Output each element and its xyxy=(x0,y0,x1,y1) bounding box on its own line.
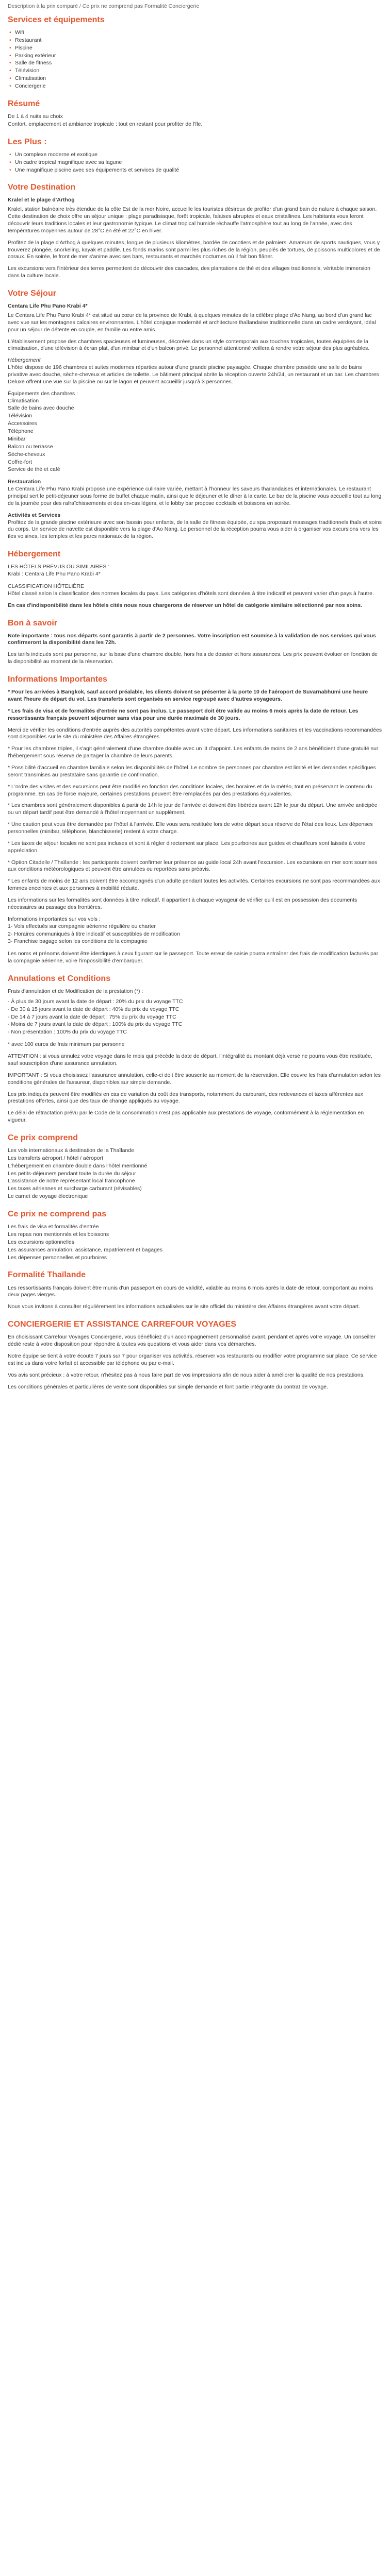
annulation-intro: Frais d'annulation et de Modification de la prestation (*) : xyxy=(8,988,143,995)
services-title: Services et équipements xyxy=(8,15,105,24)
annulation-section xyxy=(8,988,383,1124)
noninclus-list xyxy=(8,1224,383,1261)
equipment-label: Équipements des chambres : xyxy=(8,390,78,397)
inclus-list xyxy=(8,1147,383,1200)
noninclus-item: Les frais de visa et formalités d'entrée xyxy=(8,1224,99,1230)
service-item: • Climatisation xyxy=(8,75,383,82)
destination-paragraph: Kralel, station balnéaire très étendue de la côte Est de la mer Noire, accueille les touristes désireux de profiter d'un grand bain de nature à chaque saison. Cette destination de choix offre un séjour unique : plage paradisiaque, forêt tropicale, falaises abruptes et eaux cristallines. Les habitants vous feront découvrir leurs traditions locales et leur gastronomie typique. Le climat tropical humide réchauffe l'atmosphère tout au long de l'année, avec des températures moyennes autour de 28°C en été et 22°C en hiver. xyxy=(8,206,377,234)
annulation-paragraph: IMPORTANT : Si vous choisissez l'assurance annulation, celle-ci doit être souscrite au moment de la réservation. Elle couvre les frais d'annulation selon les conditions générales de l'assureur, disponibles sur simple demande. xyxy=(8,1072,381,1086)
noninclus-item: Les assurances annulation, assistance, rapatriement et bagages xyxy=(8,1246,163,1253)
top-note: Description à la prix comparé / Ce prix ne comprend pas Formalité Conciergerie xyxy=(8,3,200,9)
noninclus-item: Les excursions optionnelles xyxy=(8,1239,74,1245)
bonasavoir-section xyxy=(8,633,383,666)
fee-line: - De 14 à 7 jours avant la date de départ : 75% du prix du voyage TTC xyxy=(8,1013,176,1020)
bonasavoir-paragraph: Les tarifs indiqués sont par personne, sur la base d'une chambre double, hors frais de dossier et hors assurances. Les prix peuvent évoluer en fonction de la disponibilité au moment de la réservation. xyxy=(8,651,378,665)
info-paragraph: * Les chambres sont généralement disponibles à partir de 14h le jour de l'arrivée et doivent être libérées avant 12h le jour du départ. Une arrivée anticipée ou un départ tardif peut être demandé à l'hôtel moyennant un supplément. xyxy=(8,802,378,816)
service-item: • Restaurant xyxy=(8,37,383,44)
conciergerie-section xyxy=(8,1334,383,1391)
resume-text xyxy=(8,113,383,128)
destination-paragraph: Les excursions vers l'intérieur des terres permettent de découvrir des cascades, des plantations de thé et des villages traditionnels, véritable immersion dans la culture locale. xyxy=(8,265,370,279)
equipment-item: Minibar xyxy=(8,435,26,442)
destination-section xyxy=(8,197,383,280)
fee-line: - Non présentation : 100% du prix du voyage TTC xyxy=(8,1029,127,1036)
hotel-name: Krabi : Centara Life Phu Pano Krabi 4* xyxy=(8,571,101,578)
sejour-section xyxy=(8,303,383,540)
destination-subtitle: Kralel et le plage d'Arthog xyxy=(8,197,75,204)
info-closing: Les noms et prénoms doivent être identiques à ceux figurant sur le passeport. Toute erreur de saisie pourra entraîner des frais de modification facturés par la compagnie aérienne, voire l'impossibilité d'embarquer. xyxy=(8,951,379,964)
sejour-paragraph: Le Centara Life Phu Pano Krabi 4* est situé au cœur de la province de Krabi, à quelques minutes de la célèbre plage d'Ao Nang, au bord d'un grand lac avec vue sur les montagnes calcaires environnantes. L'hôtel conjugue modernité et architecture thaïlandaise traditionnelle dans un cadre verdoyant, idéal pour un séjour de détente en couple, en famille ou entre amis. xyxy=(8,312,376,333)
formalite-title: Formalité Thaïlande xyxy=(8,1270,86,1280)
sejour-paragraph: L'établissement propose des chambres spacieuses et lumineuses, décorées dans un style contemporain aux touches tropicales, toutes équipées de la climatisation, d'une télévision à écran plat, d'un minibar et d'un balcon privé. Le personnel attentionné veillera à rendre votre séjour des plus agréables. xyxy=(8,338,370,352)
hebergement-section xyxy=(8,564,383,609)
destination-title: Votre Destination xyxy=(8,183,76,192)
info-paragraph: * Une caution peut vous être demandée par l'hôtel à l'arrivée. Elle vous sera restituée lors de votre départ sous réserve de l'état des lieux. Les dépenses personnelles (minibar, téléphone, blanchisserie) restent à votre charge. xyxy=(8,821,373,835)
info-paragraph: Merci de vérifier les conditions d'entrée auprès des autorités compétentes avant votre départ. Les informations sanitaires et les vaccinations recommandées sont disponibles sur le site du ministère des Affaires étrangères. xyxy=(8,726,382,740)
service-item: • Piscine xyxy=(8,45,383,52)
info-link-item: 1- Vols effectués sur compagnie aérienne régulière ou charter xyxy=(8,923,156,929)
equipment-item: Salle de bains avec douche xyxy=(8,405,74,412)
plus-list xyxy=(8,151,383,174)
service-item: • Télévision xyxy=(8,67,383,75)
bonasavoir-title: Bon à savoir xyxy=(8,618,58,628)
plus-item: • Une magnifique piscine avec ses équipements et services de qualité xyxy=(8,167,383,174)
noninclus-item: Les repas non mentionnés et les boissons xyxy=(8,1231,109,1238)
restauration-text: Le Centara Life Phu Pano Krabi propose une expérience culinaire variée, mettant à l'honneur les saveurs thaïlandaises et internationales. Le restaurant principal sert le petit-déjeuner sous forme de buffet chaque matin, ainsi que le déjeuner et le dîner à la carte. Le bar de la piscine vous accueille tout au long de la journée pour des rafraîchissements et des en-cas légers, et le lobby bar propose cocktails et boissons en soirée. xyxy=(8,486,382,506)
inclus-item: Les taxes aériennes et surcharge carburant (révisables) xyxy=(8,1185,142,1192)
plus-title: Les Plus : xyxy=(8,137,47,146)
conciergerie-paragraph: En choisissant Carrefour Voyages Conciergerie, vous bénéficiez d'un accompagnement personnalisé avant, pendant et après votre voyage. Un conseiller dédié reste à votre disposition pour répondre à toutes vos questions et vous aider dans vos démarches. xyxy=(8,1334,376,1348)
info-paragraph: * Les frais de visa et de formalités d'entrée ne sont pas inclus. Le passeport doit être valide au moins 6 mois après la date de retour. Les ressortissants français peuvent séjourner sans visa pour une durée maximale de 30 jours. xyxy=(8,707,359,721)
equipment-list xyxy=(8,398,383,474)
destination-paragraph: Profitez de la plage d'Arthog à quelques minutes, longue de plusieurs kilomètres, bordée de cocotiers et de palmiers. Amateurs de sports nautiques, vous y trouverez plongée, snorkeling, kayak et paddle. Les fonds marins sont parmi les plus riches de la région, peuplés de tortues, de poissons multicolores et de coraux. En soirée, le front de mer s'anime avec ses bars, restaurants et marchés nocturnes où il fait bon flâner. xyxy=(8,239,380,260)
info-paragraph: * Possibilité d'accueil en chambre familiale selon les disponibilités de l'hôtel. Le nombre de personnes par chambre est limité et les demandes spécifiques seront transmises au prestataire sans garantie de confirmation. xyxy=(8,765,376,778)
bonasavoir-paragraph: Note importante : tous nos départs sont garantis à partir de 2 personnes. Votre inscription est soumise à la validation de nos services qui vous confirmeront la disponibilité dans les 72h. xyxy=(8,632,376,646)
info-links xyxy=(8,923,383,946)
sejour-subtitle: Centara Life Phu Pano Krabi 4* xyxy=(8,303,88,310)
equipment-item: Téléphone xyxy=(8,428,34,435)
inclus-item: Les transferts aéroport / hôtel / aéroport xyxy=(8,1155,104,1161)
hebergement-paragraph: Hôtel classé selon la classification des normes locales du pays. Les catégories d'hôtels sont données à titre indicatif et peuvent varier d'un pays à l'autre. xyxy=(8,590,374,597)
inclus-item: L'assistance de notre représentant local francophone xyxy=(8,1178,135,1184)
equipment-item: Accessoires xyxy=(8,420,37,427)
annulation-paragraph: ATTENTION : si vous annulez votre voyage dans le mois qui précède la date de départ, l'intégralité du montant déjà versé ne pourra vous être restituée, sauf souscription d'une assurance annulation. xyxy=(8,1053,372,1066)
fee-line: - Moins de 7 jours avant la date de départ : 100% du prix du voyage TTC xyxy=(8,1021,183,1028)
noninclus-title: Ce prix ne comprend pas xyxy=(8,1210,107,1219)
infos-title: Informations Importantes xyxy=(8,675,107,684)
conciergerie-paragraph: Notre équipe se tient à votre écoute 7 jours sur 7 pour organiser vos activités, réserver vos restaurants ou modifier votre programme sur place. Ce service est inclus dans votre forfait et accessible par téléphone ou par e-mail. xyxy=(8,1352,377,1366)
inclus-item: Le carnet de voyage électronique xyxy=(8,1193,88,1200)
formalite-paragraph: Les ressortissants français doivent être munis d'un passeport en cours de validité, valable au moins 6 mois après la date de retour, comportant au moins deux pages vierges. xyxy=(8,1284,373,1298)
formalite-section xyxy=(8,1285,383,1311)
equipment-item: Balcon ou terrasse xyxy=(8,443,53,450)
restauration-label: Restauration xyxy=(8,479,41,485)
service-item: • Salle de fitness xyxy=(8,60,383,67)
plus-item: • Un cadre tropical magnifique avec sa lagune xyxy=(8,159,383,166)
annulation-fees xyxy=(8,998,383,1036)
plus-item: • Un complexe moderne et exotique xyxy=(8,151,383,159)
links-intro: Informations importantes sur vos vols : xyxy=(8,916,101,922)
equipment-item: Climatisation xyxy=(8,397,39,404)
sejour-title: Votre Séjour xyxy=(8,289,56,298)
inclus-item: L'hébergement en chambre double dans l'hôtel mentionné xyxy=(8,1162,148,1169)
formalite-paragraph: Nous vous invitons à consulter régulièrement les informations actualisées sur le site officiel du ministère des Affaires étrangères avant votre départ. xyxy=(8,1303,361,1310)
service-item: • Conciergerie xyxy=(8,83,383,90)
activities-text: Profitez de la grande piscine extérieure avec son bassin pour enfants, de la salle de fitness équipée, du spa proposant massages traditionnels thaïs et soins du corps. Un service de navette est disponible vers la plage d'Ao Nang. Le personnel de la réception pourra vous aider à organiser vos excursions vers les îles voisines, les temples et les parcs nationaux de la région. xyxy=(8,519,382,540)
hebergement-title: Hébergement xyxy=(8,550,61,559)
inclus-item: Les petits-déjeuners pendant toute la durée du séjour xyxy=(8,1170,136,1177)
info-paragraph: * Les enfants de moins de 12 ans doivent être accompagnés d'un adulte pendant toutes les activités. Certaines excursions ne sont pas recommandées aux femmes enceintes et aux personnes à mobilité réduite. xyxy=(8,878,380,892)
info-link-item: 2- Horaires communiqués à titre indicatif et susceptibles de modification xyxy=(8,930,180,937)
inclus-item: Les vols internationaux à destination de la Thaïlande xyxy=(8,1147,134,1154)
inclus-title: Ce prix comprend xyxy=(8,1133,78,1142)
classification-label: CLASSIFICATION HÔTELIÈRE xyxy=(8,583,84,589)
info-paragraph: * Pour les chambres triples, il s'agit généralement d'une chambre double avec un lit d'appoint. Les enfants de moins de 2 ans bénéficient d'une gratuité sur l'hébergement sous réserve de partager la chambre de leurs parents. xyxy=(8,745,379,759)
info-paragraph: * Option Citadelle / Thaïlande : les participants doivent confirmer leur présence au guide local 24h avant l'excursion. Les excursions en mer sont soumises aux conditions météorologiques et peuvent être annulées ou reportées sans préavis. xyxy=(8,859,378,873)
hotels-label: LES HÔTELS PRÉVUS OU SIMILAIRES : xyxy=(8,564,110,570)
info-paragraph: * L'ordre des visites et des excursions peut être modifié en fonction des conditions locales, des horaires et de la météo, tout en préservant le contenu du programme. En cas de force majeure, certaines prestations peuvent être remplacées par des prestations équivalentes. xyxy=(8,783,372,797)
annulation-note: * avec 100 euros de frais minimum par personne xyxy=(8,1041,125,1048)
info-paragraph: * Les taxes de séjour locales ne sont pas incluses et sont à régler directement sur place. Les pourboires aux guides et chauffeurs sont laissés à votre appréciation. xyxy=(8,840,366,854)
annulation-title: Annulations et Conditions xyxy=(8,974,111,983)
annulation-paragraph: Les prix indiqués peuvent être modifiés en cas de variation du coût des transports, notamment du carburant, des redevances et taxes afférentes aux prestations offertes, ainsi que des taux de change appliqués au voyage. xyxy=(8,1091,364,1105)
sejour-note: L'hôtel dispose de 196 chambres et suites modernes réparties autour d'une grande piscine paysagée. Chaque chambre possède une salle de bains privative avec douche, sèche-cheveux et articles de toilette. Le bâtiment principal abrite la réception ouverte 24h/24, un restaurant et un bar. Les chambres Deluxe offrent une vue sur la piscine ou sur le lagon et peuvent accueillir jusqu'à 3 personnes. xyxy=(8,364,379,385)
conciergerie-paragraph: Vos avis sont précieux : à votre retour, n'hésitez pas à nous faire part de vos impressions afin de nous aider à améliorer la qualité de nos prestations. xyxy=(8,1371,365,1378)
resume-line: Confort, emplacement et ambiance tropicale : tout en restant pour profiter de l'île. xyxy=(8,121,203,127)
sejour-note-label: Hébergement xyxy=(8,357,41,364)
service-item: • Wifi xyxy=(8,29,383,37)
services-list xyxy=(8,29,383,90)
hebergement-paragraph: En cas d'indisponibilité dans les hôtels cités nous nous chargerons de réserver un hôtel de catégorie similaire sélectionné par nos soins. xyxy=(8,602,362,608)
conciergerie-title: CONCIERGERIE ET ASSISTANCE CARREFOUR VOYAGES xyxy=(8,1320,237,1329)
equipment-item: Coffre-fort xyxy=(8,459,32,465)
resume-line: De 1 à 4 nuits au choix xyxy=(8,113,63,120)
info-link-item: 3- Franchise bagage selon les conditions de la compagnie xyxy=(8,938,148,945)
equipment-item: Sèche-cheveux xyxy=(8,451,45,457)
equipment-item: Service de thé et café xyxy=(8,466,60,473)
infos-section xyxy=(8,689,383,965)
info-paragraph: Les informations sur les formalités sont données à titre indicatif. Il appartient à chaque voyageur de vérifier qu'il est en possession des documents nécessaires au passage des frontières. xyxy=(8,897,357,910)
info-paragraph: * Pour les arrivées à Bangkok, sauf accord préalable, les clients doivent se présenter à la porte 10 de l'aéroport de Suvarnabhumi une heure avant l'heure de départ du vol. Les transferts sont organisés en service regroupé avec d'autres voyageurs. xyxy=(8,689,368,703)
resume-title: Résumé xyxy=(8,99,40,108)
equipment-item: Télévision xyxy=(8,413,32,419)
fee-line: - De 30 à 15 jours avant la date de départ : 40% du prix du voyage TTC xyxy=(8,1006,180,1012)
annulation-paragraph: Le délai de rétractation prévu par le Code de la consommation n'est pas applicable aux prestations de voyage, conformément à la réglementation en vigueur. xyxy=(8,1110,364,1124)
activities-label: Activités et Services xyxy=(8,512,61,518)
fee-line: - À plus de 30 jours avant la date de départ : 20% du prix du voyage TTC xyxy=(8,998,183,1005)
conciergerie-paragraph: Les conditions générales et particulières de vente sont disponibles sur simple demande et font partie intégrante du contrat de voyage. xyxy=(8,1383,329,1390)
service-item: • Parking extérieur xyxy=(8,53,383,60)
noninclus-item: Les dépenses personnelles et pourboires xyxy=(8,1254,107,1261)
